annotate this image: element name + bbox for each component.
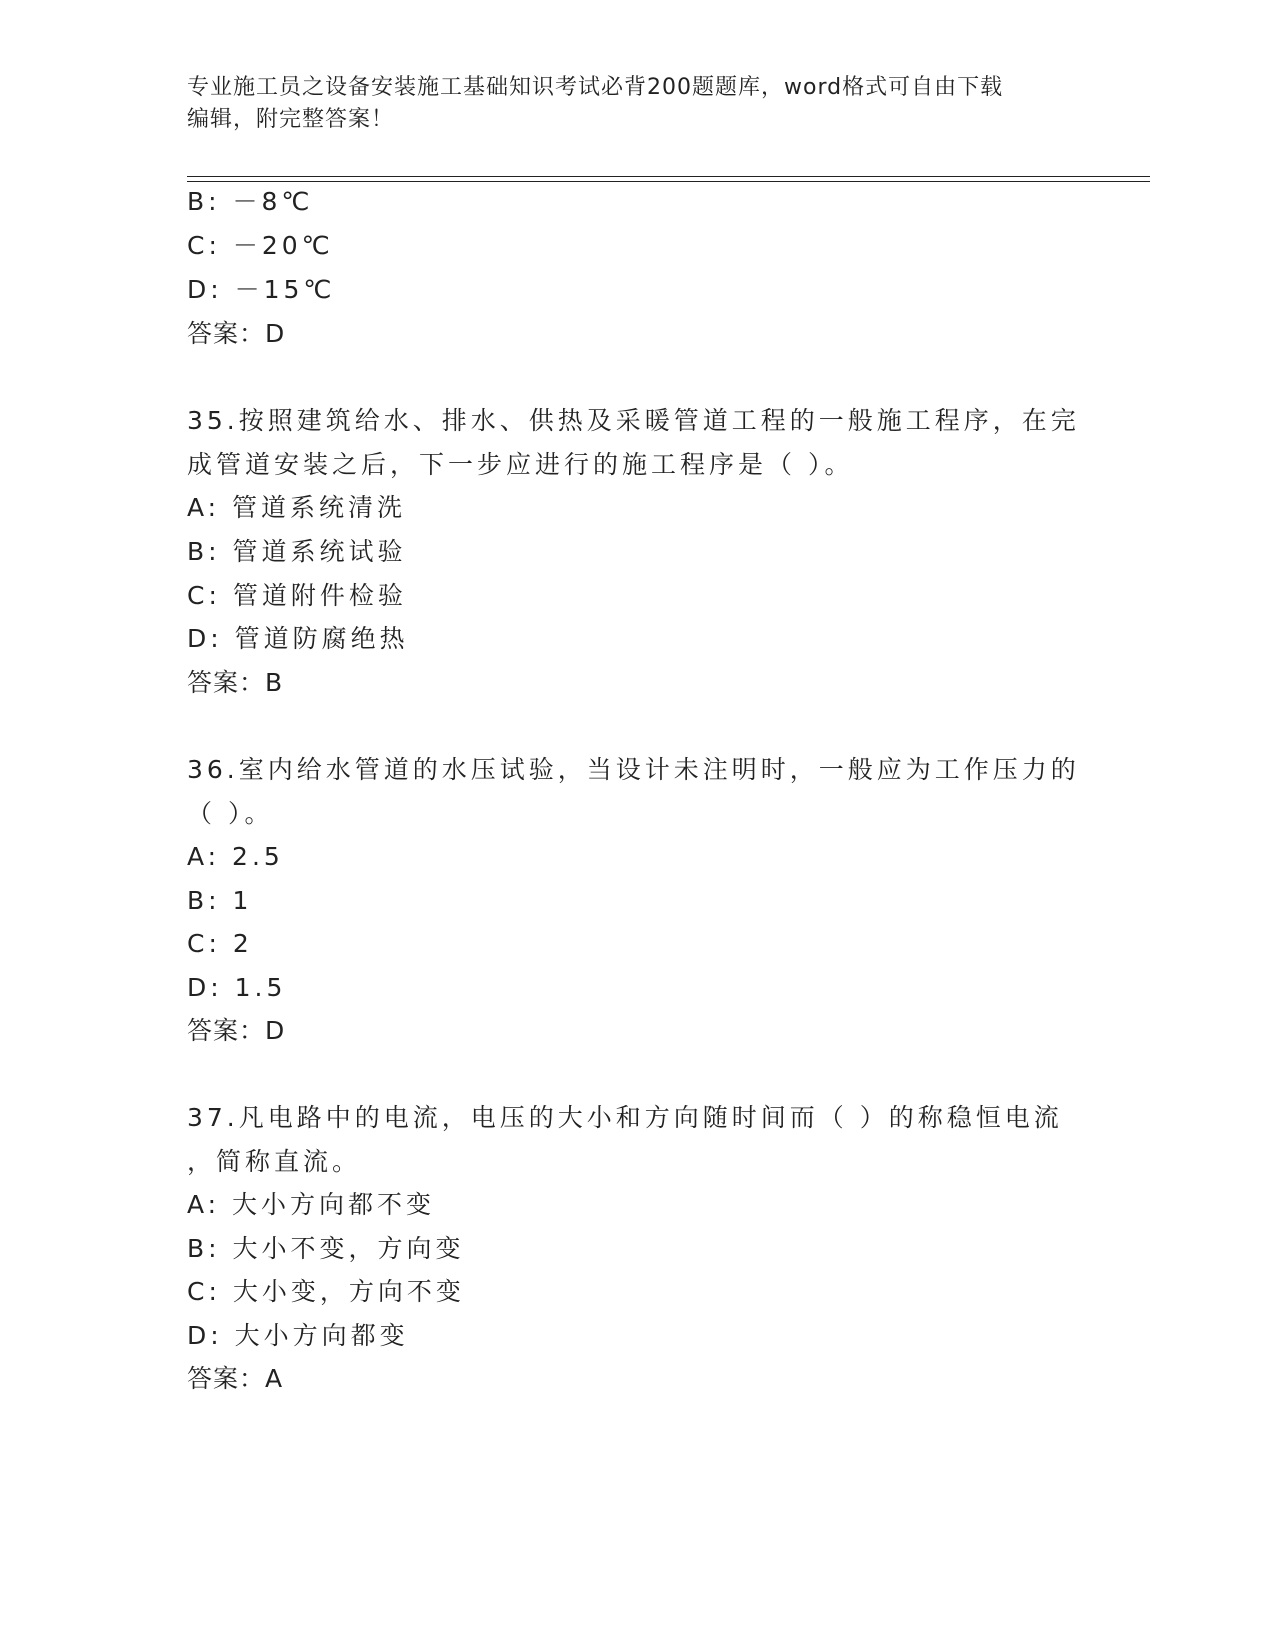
q35-option-c: C: 管道附件检验	[187, 581, 407, 610]
q35-option-a: A: 管道系统清洗	[187, 493, 407, 522]
q36-option-a: A: 2.5	[187, 842, 284, 871]
prev-option-d: D: －15℃	[187, 275, 336, 304]
q37-option-b: B: 大小不变，方向变	[187, 1234, 465, 1263]
prev-option-c: C: －20℃	[187, 231, 334, 260]
q36-answer: 答案：D	[187, 1016, 286, 1045]
header-divider-top	[187, 176, 1150, 177]
prev-option-b: B: －8℃	[187, 187, 314, 216]
q36-stem-line-1: 36.室内给水管道的水压试验，当设计未注明时，一般应为工作压力的	[187, 755, 1080, 784]
header-line-1: 专业施工员之设备安装施工基础知识考试必背200题题库，word格式可自由下载	[187, 75, 1004, 100]
q36-option-d: D: 1.5	[187, 973, 287, 1002]
header-divider-bottom	[187, 181, 1150, 182]
prev-answer: 答案：D	[187, 319, 286, 348]
q36-option-c: C: 2	[187, 929, 253, 958]
q35-option-b: B: 管道系统试验	[187, 537, 407, 566]
q36-option-b: B: 1	[187, 886, 253, 915]
q36-stem-line-2: （ ）。	[187, 799, 274, 828]
q37-option-d: D: 大小方向都变	[187, 1321, 409, 1350]
q35-stem-line-1: 35.按照建筑给水、排水、供热及采暖管道工程的一般施工程序，在完	[187, 406, 1080, 435]
q35-answer: 答案：B	[187, 668, 284, 697]
q37-stem-line-2: ，简称直流。	[187, 1147, 362, 1176]
q37-answer: 答案：A	[187, 1364, 284, 1393]
q37-option-c: C: 大小变，方向不变	[187, 1277, 465, 1306]
q37-stem-line-1: 37.凡电路中的电流，电压的大小和方向随时间而（ ）的称稳恒电流	[187, 1103, 1063, 1132]
q35-option-d: D: 管道防腐绝热	[187, 624, 409, 653]
header-line-2: 编辑，附完整答案！	[187, 107, 395, 132]
q37-option-a: A: 大小方向都不变	[187, 1190, 436, 1219]
document-header	[187, 72, 1067, 136]
q35-stem-line-2: 成管道安装之后，下一步应进行的施工程序是（ ）。	[187, 450, 854, 479]
